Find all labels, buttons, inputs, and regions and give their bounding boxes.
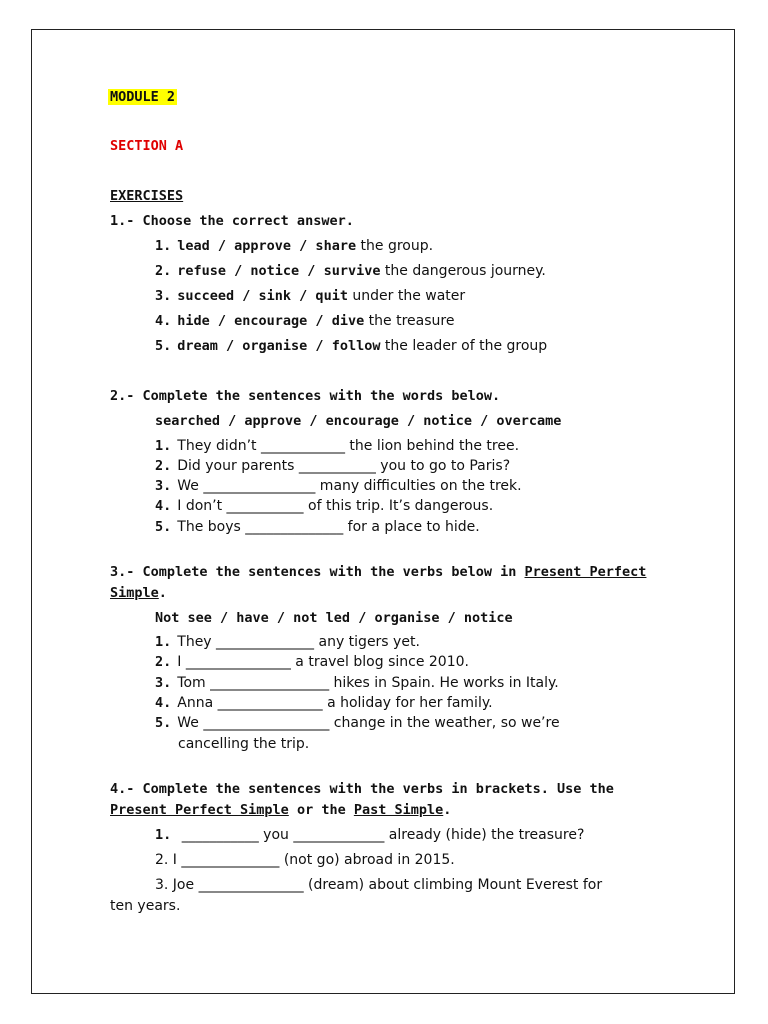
ex4-instruction-cont: Present Perfect Simple or the Past Simple.	[110, 802, 452, 818]
ex4-item: 1. ___________ you _____________ already (hide) the treasure?	[155, 827, 585, 843]
ex4-item: 2. I ______________ (not go) abroad in 2015.	[155, 852, 455, 868]
ex1-instruction: 1.- Choose the correct answer.	[110, 213, 354, 229]
ex2-item: 5. The boys ______________ for a place to hide.	[155, 519, 480, 535]
ex2-item: 2. Did your parents ___________ you to go to Paris?	[155, 458, 511, 474]
exercises-heading: EXERCISES	[110, 188, 184, 204]
ex2-instruction: 2.- Complete the sentences with the words below.	[110, 388, 501, 404]
ex3-word-bank: Not see / have / not led / organise / notice	[155, 610, 513, 626]
ex3-item: 3. Tom _________________ hikes in Spain. He works in Italy.	[155, 675, 559, 691]
ex4-item: 3. Joe _______________ (dream) about climbing Mount Everest for	[155, 877, 603, 893]
ex2-item: 3. We ________________ many difficulties on the trek.	[155, 478, 522, 494]
ex3-item: 5. We __________________ change in the weather, so we’re	[155, 715, 560, 731]
ex4-instruction: 4.- Complete the sentences with the verbs in brackets. Use the	[110, 781, 614, 797]
section-title: SECTION A	[110, 138, 184, 154]
ex3-instruction-cont: Simple.	[110, 585, 167, 601]
module-title: MODULE 2	[110, 89, 176, 105]
ex1-item: 1. lead / approve / share the group.	[155, 238, 434, 254]
ex2-item: 1. They didn’t ____________ the lion behind the tree.	[155, 438, 520, 454]
ex1-item: 4. hide / encourage / dive the treasure	[155, 313, 455, 329]
ex2-word-bank: searched / approve / encourage / notice / overcame	[155, 413, 562, 429]
ex1-item: 2. refuse / notice / survive the dangerous journey.	[155, 263, 546, 279]
ex3-item: 4. Anna _______________ a holiday for her family.	[155, 695, 493, 711]
ex3-item-cont: cancelling the trip.	[178, 736, 310, 752]
ex3-instruction: 3.- Complete the sentences with the verbs below in Present Perfect	[110, 564, 647, 580]
ex2-item: 4. I don’t ___________ of this trip. It’s dangerous.	[155, 498, 494, 514]
ex3-item: 1. They ______________ any tigers yet.	[155, 634, 420, 650]
ex3-item: 2. I _______________ a travel blog since 2010.	[155, 654, 469, 670]
ex1-item: 3. succeed / sink / quit under the water	[155, 288, 466, 304]
ex4-item-cont: ten years.	[110, 898, 181, 914]
ex1-item: 5. dream / organise / follow the leader of the group	[155, 338, 548, 354]
